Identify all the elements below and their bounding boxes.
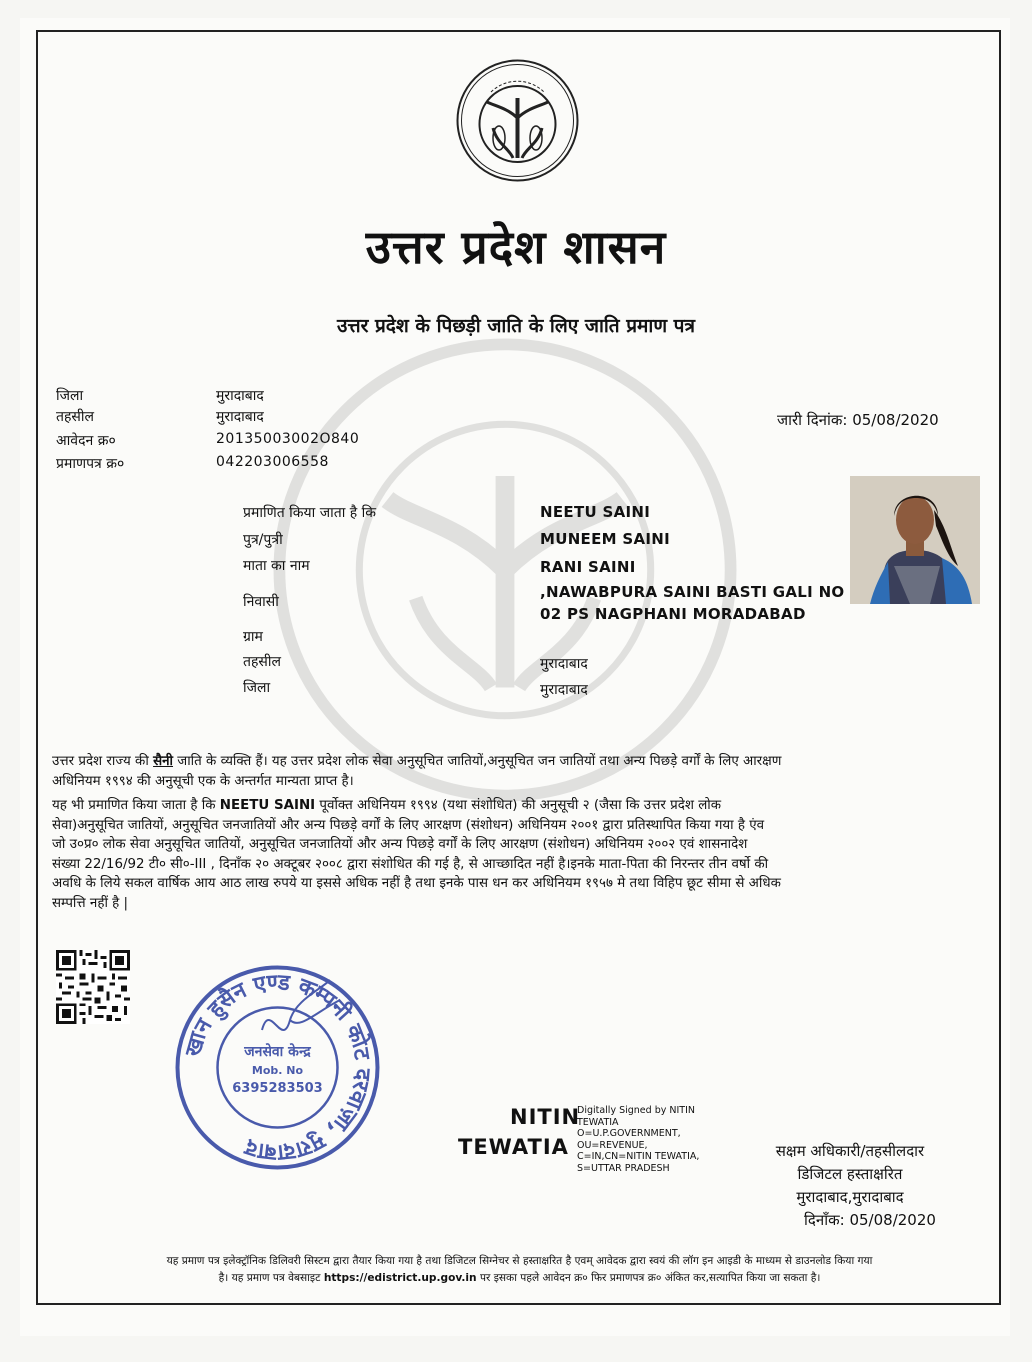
detail-tehsil-value: मुरादाबाद: [540, 656, 588, 672]
caste-text-start: उत्तर प्रदेश राज्य की: [52, 754, 154, 769]
issue-date: [777, 410, 939, 430]
certification-applicant-name: NEETU SAINI: [219, 798, 316, 813]
parent-name: MUNEEM SAINI: [540, 530, 671, 548]
applicant-photo: [850, 476, 980, 604]
signature-detail-line3: O=U.P.GOVERNMENT,: [577, 1128, 681, 1139]
certificate-number-label: प्रमाणपत्र क्र०: [56, 456, 125, 472]
rubber-stamp: [170, 960, 385, 1175]
certification-line3: जो उ०प्र० लोक सेवा अनुसूचित जातियों, अनुसूचित जनजातियों और अन्य पिछड़े वर्गों के लिए आरक्षण (संशोधन) अधिनियम २००२ एवं शासनादेश: [52, 837, 748, 853]
main-title: उत्तर प्रदेश शासन: [365, 220, 667, 274]
village-label: ग्राम: [243, 629, 263, 645]
application-number-label: आवेदन क्र०: [56, 433, 116, 449]
sub-title: उत्तर प्रदेश के पिछड़ी जाति के लिए जाति प्रमाण पत्र: [337, 315, 695, 337]
officer-digital-signed: डिजिटल हस्ताक्षरित: [797, 1165, 903, 1183]
certification-line4: संख्या 22/16/92 टी० सी०-III , दिनाँक २० अक्टूबर २००८ द्वारा संशोधित की गई है, से आच्छादित नहीं है।इनके माता-पिता की निरन्तर तीन वर्षो की: [52, 856, 769, 872]
digital-signature-details: [577, 1105, 727, 1174]
officer-date-value: 05/08/2020: [849, 1211, 936, 1229]
watermark-emblem-icon: [270, 335, 740, 805]
officer-location: मुरादाबाद,मुरादाबाद: [796, 1188, 904, 1206]
district-label: जिला: [56, 388, 84, 404]
signature-detail-line1: Digitally Signed by NITIN: [577, 1105, 695, 1116]
stamp-center-title: जनसेवा केन्द्र: [244, 1044, 311, 1060]
resident-address-line1: ,NAWABPURA SAINI BASTI GALI NO: [540, 583, 845, 601]
qr-code: [56, 950, 130, 1024]
certification-text-start: यह भी प्रमाणित किया जाता है कि: [52, 798, 220, 813]
district-value: मुरादाबाद: [216, 388, 264, 404]
footer-note: [52, 1253, 987, 1287]
certification-line2: सेवा)अनुसूचित जातियों, अनुसूचित जनजातियों और अन्य पिछड़े वर्गों के लिए आरक्षण (संशोधन) अधिनियम २००१ द्वारा प्रतिस्थापित किया गया है एंव: [52, 817, 765, 833]
application-number-value: 20135003002O840: [216, 431, 360, 447]
issue-date-value: 05/08/2020: [852, 411, 939, 429]
mother-label: माता का नाम: [243, 558, 310, 574]
certification-line6: सम्पत्ति नहीं है |: [52, 895, 129, 911]
footer-line2: [52, 1270, 987, 1287]
issue-date-label: जारी दिनांक:: [777, 411, 848, 429]
resident-label: निवासी: [243, 594, 279, 610]
caste-name: सैनी: [153, 754, 174, 769]
up-govt-emblem-icon: [455, 58, 580, 183]
certificate-number-value: 042203006558: [216, 454, 329, 470]
tehsil-label: तहसील: [56, 409, 94, 425]
certification-text-end: पूर्वोक्त अधिनियम १९९४ (यथा संशोधित) की अनुसूची २ (जैसा कि उत्तर प्रदेश लोक: [315, 798, 722, 813]
applicant-name: NEETU SAINI: [540, 503, 651, 521]
signer-name-line2: TEWATIA: [458, 1135, 569, 1159]
signature-detail-line2: TEWATIA: [577, 1116, 619, 1128]
paragraph-certification: [52, 796, 987, 914]
signer-name-line1: NITIN: [510, 1105, 581, 1129]
stamp-mobile-number: 6395283503: [232, 1081, 323, 1096]
certification-line5: अवधि के लिये सकल वार्षिक आय आठ लाख रुपये या इससे अधिक नहीं है तथा इनके पास धन कर अधिनियम १९५७ मे तथा विहिप छूट सीमा से अधिक: [52, 876, 781, 892]
officer-date: [735, 1209, 965, 1232]
detail-district-label: जिला: [243, 680, 271, 696]
verification-website-link[interactable]: https://edistrict.up.gov.in: [323, 1272, 477, 1284]
paragraph-caste-line1: [52, 752, 987, 772]
caste-text-end: जाति के व्यक्ति हैं। यह उत्तर प्रदेश लोक सेवा अनुसूचित जातियों,अनुसूचित जन जातियों तथा अन्य पिछड़े वर्गों के लिए आरक्षण: [173, 754, 782, 769]
paragraph-caste-line2: अधिनियम १९९४ की अनुसूची एक के अन्तर्गत मान्यता प्राप्त है।: [52, 773, 354, 789]
footer-text-start: है। यह प्रमाण पत्र वेबसाइट: [218, 1272, 324, 1284]
resident-address-line2: 02 PS NAGPHANI MORADABAD: [540, 605, 806, 623]
detail-district-value: मुरादाबाद: [540, 682, 588, 698]
signature-detail-line5: C=IN,CN=NITIN TEWATIA,: [577, 1151, 700, 1162]
stamp-ring-text: खान हुसैन एण्ड कम्पनी कोट दरवाज़ा, मुरादाबाद: [180, 970, 375, 1165]
officer-block: [735, 1140, 965, 1232]
certified-label: प्रमाणित किया जाता है कि: [243, 505, 377, 521]
stamp-mobile-label: Mob. No: [251, 1064, 304, 1077]
certification-line1: [52, 796, 987, 816]
mother-name: RANI SAINI: [540, 558, 636, 576]
parent-label: पुत्र/पुत्री: [243, 532, 283, 548]
officer-date-label: दिनाँक:: [804, 1211, 845, 1229]
paragraph-caste: [52, 752, 987, 791]
tehsil-value: मुरादाबाद: [216, 409, 264, 425]
footer-line1: यह प्रमाण पत्र इलेक्ट्रॉनिक डिलिवरी सिस्टम द्वारा तैयार किया गया है तथा डिजिटल सिग्नेचर से हस्ताक्षरित है एवम् आवेदक द्वारा स्वयं की लॉग इन आइडी के माध्यम से डाउनलोड किया गया: [166, 1255, 873, 1267]
footer-text-end: पर इसका पहले आवेदन क्र० फिर प्रमाणपत्र क्र० अंकित कर,सत्यापित किया जा सकता है।: [476, 1272, 821, 1284]
officer-designation: सक्षम अधिकारी/तहसीलदार: [775, 1142, 925, 1160]
detail-tehsil-label: तहसील: [243, 654, 281, 670]
signature-detail-line6: S=UTTAR PRADESH: [577, 1162, 670, 1174]
signature-detail-line4: OU=REVENUE,: [577, 1139, 648, 1151]
